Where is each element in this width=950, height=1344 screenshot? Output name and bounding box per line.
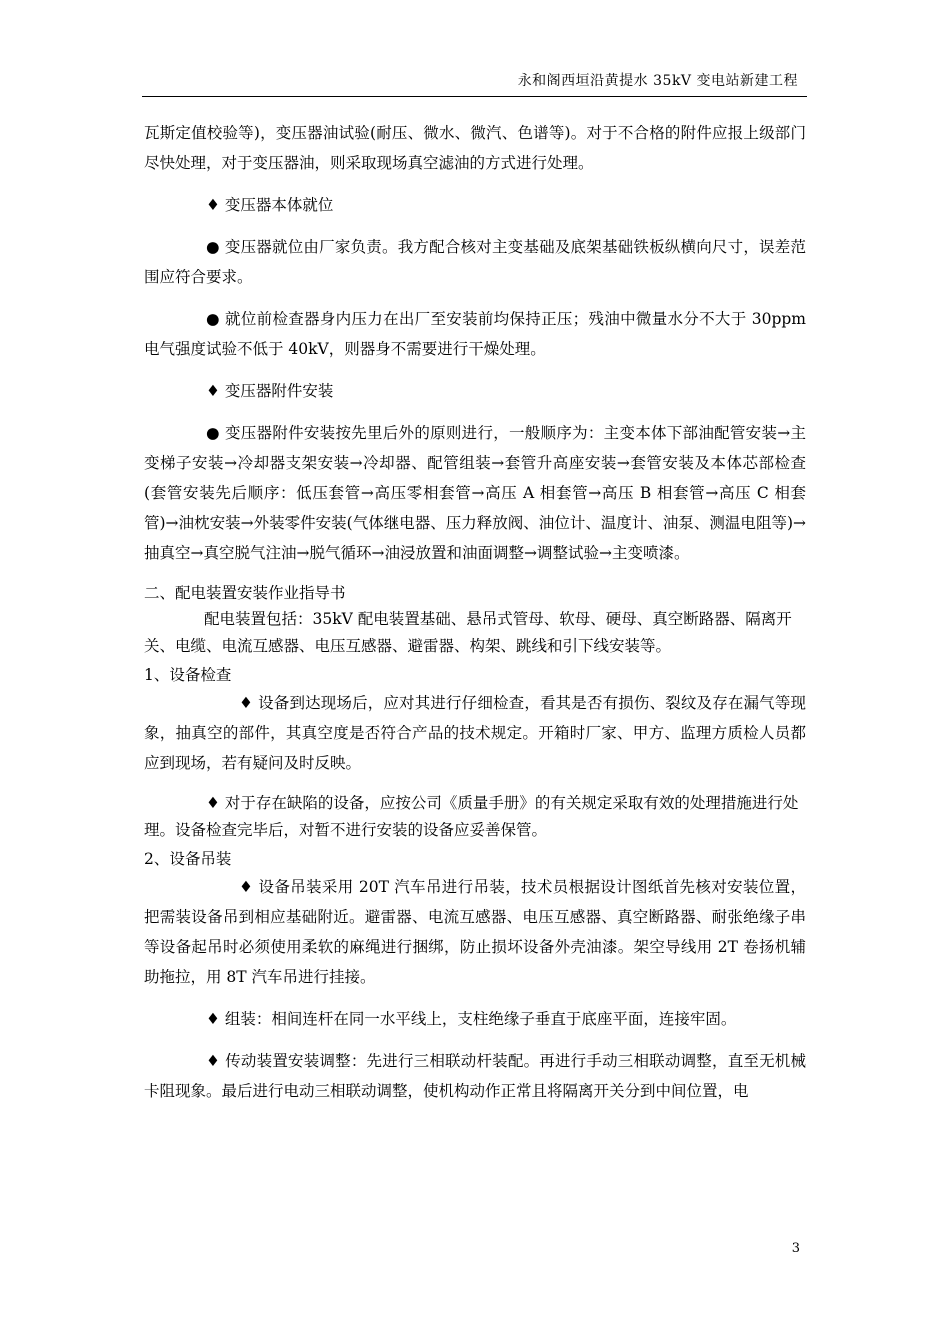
page-number: 3	[791, 1241, 800, 1256]
body-text	[144, 118, 806, 1118]
bullet-paragraph: ♦ 设备吊装采用 20T 汽车吊进行吊装，技术员根据设计图纸首先核对安装位置，把需装设备吊到相应基础附近。避雷器、电流互感器、电压互感器、真空断路器、耐张绝缘子串等设备起吊时必须使用柔软的麻绳进行捆绑，防止损坏设备外壳油漆。架空导线用 2T 卷扬机辅助拖拉，用 8T 汽车吊进行挂接。	[144, 878, 806, 986]
bullet-paragraph: ● 就位前检查器身内压力在出厂至安装前均保持正压；残油中微量水分不大于 30ppm 电气强度试验不低于 40kV，则器身不需要进行干燥处理。	[144, 310, 806, 358]
bullet-paragraph: ♦ 传动装置安装调整：先进行三相联动杆装配。再进行手动三相联动调整，直至无机械卡阻现象。最后进行电动三相联动调整，使机构动作正常且将隔离开关分到中间位置，电	[144, 1052, 806, 1100]
paragraph: 瓦斯定值校验等)，变压器油试验(耐压、微水、微汽、色谱等)。对于不合格的附件应报上级部门尽快处理，对于变压器油，则采取现场真空滤油的方式进行处理。	[144, 124, 806, 172]
bullet-paragraph: ● 变压器附件安装按先里后外的原则进行，一般顺序为：主变本体下部油配管安装→主变梯子安装→冷却器支架安装→冷却器、配管组装→套管升高座安装→套管安装及本体芯部检查(套管安装先后顺序：低压套管→高压零相套管→高压 A 相套管→高压 B 相套管→高压 C 相套管)→油枕安装→外装零件安装(气体继电器、压力释放阀、油位计、温度计、油泵、测温电阻等)→抽真空→真空脱气注油→脱气循环→油浸放置和油面调整→调整试验→主变喷漆。	[144, 424, 806, 562]
subheading-accessory-install: ♦ 变压器附件安装	[206, 382, 334, 400]
bullet-paragraph: ● 变压器就位由厂家负责。我方配合核对主变基础及底架基础铁板纵横向尺寸，误差范围应符合要求。	[144, 238, 806, 286]
section-heading: 二、配电装置安装作业指导书	[144, 584, 346, 602]
section-heading: 2、设备吊装	[144, 850, 232, 868]
header-divider	[142, 96, 807, 97]
bullet-paragraph: ♦ 设备到达现场后，应对其进行仔细检查，看其是否有损伤、裂纹及存在漏气等现象，抽真空的部件，其真空度是否符合产品的技术规定。开箱时厂家、甲方、监理方质检人员都应到现场，若有疑问及时反映。	[144, 694, 806, 772]
subheading-transformer-positioning: ♦ 变压器本体就位	[206, 196, 334, 214]
bullet-paragraph: ♦ 对于存在缺陷的设备，应按公司《质量手册》的有关规定采取有效的处理措施进行处理。设备检查完毕后，对暂不进行安装的设备应妥善保管。	[144, 794, 799, 839]
paragraph: 配电装置包括：35kV 配电装置基础、悬吊式管母、软母、硬母、真空断路器、隔离开关、电缆、电流互感器、电压互感器、避雷器、构架、跳线和引下线安装等。	[144, 610, 792, 655]
bullet-paragraph: ♦ 组装：相间连杆在同一水平线上，支柱绝缘子垂直于底座平面，连接牢固。	[206, 1010, 737, 1028]
page-header: 永和阁西垣沿黄提水 35kV 变电站新建工程	[517, 73, 798, 89]
section-heading: 1、设备检查	[144, 666, 232, 684]
